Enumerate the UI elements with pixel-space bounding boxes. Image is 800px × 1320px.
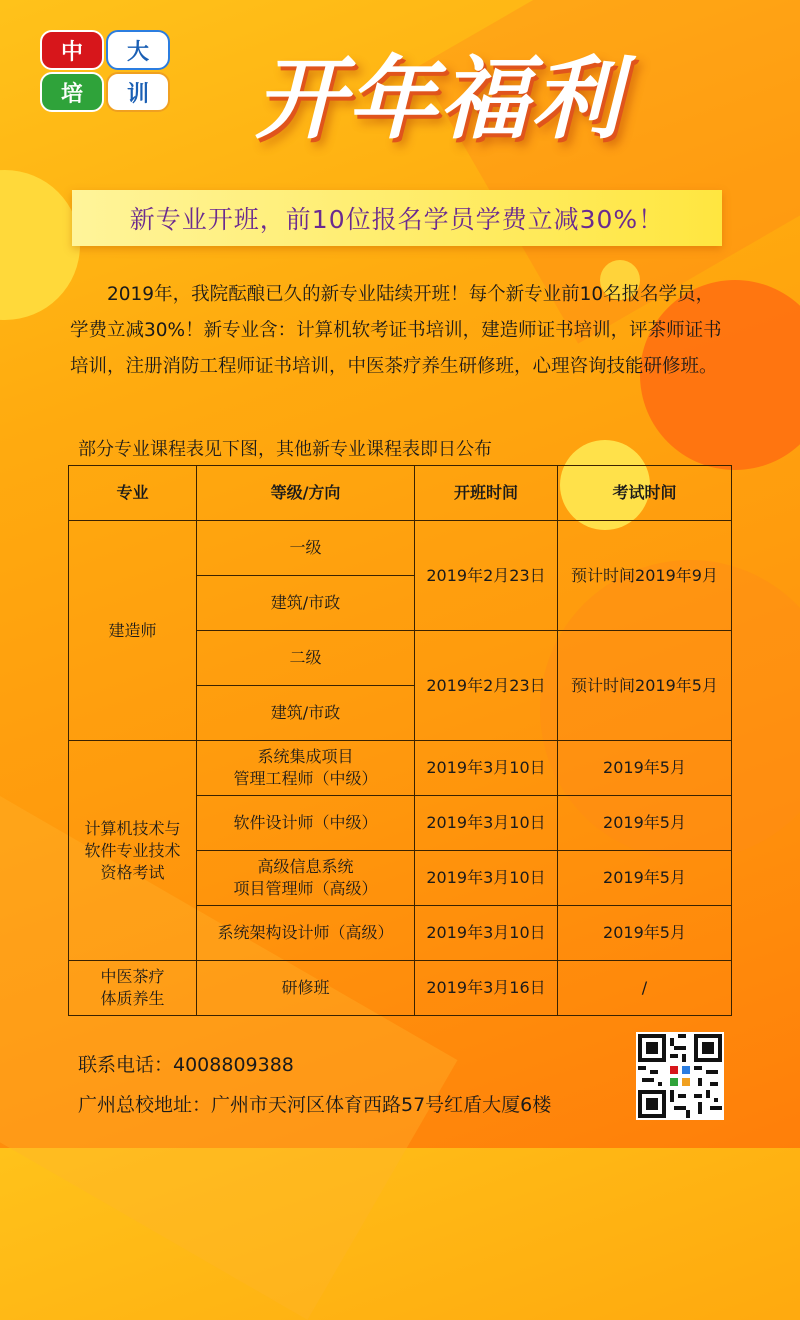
level-cell: 建筑/市政	[197, 686, 415, 741]
major-line: 中医茶疗	[100, 967, 165, 986]
level-cell: 二级	[197, 631, 415, 686]
table-row	[69, 741, 732, 796]
start-cell: 2019年2月23日	[415, 521, 558, 631]
header-cell: 考试时间	[558, 466, 732, 521]
level-line: 高级信息系统	[257, 857, 354, 876]
contact-address: 广州总校地址：广州市天河区体育西路57号红盾大厦6楼	[78, 1094, 552, 1116]
logo	[40, 30, 172, 112]
table-caption: 部分专业课程表见下图，其他新专业课程表即日公布	[78, 439, 492, 460]
table-row	[69, 521, 732, 576]
start-cell: 2019年3月10日	[415, 851, 558, 906]
major-line: 计算机技术与	[84, 818, 181, 838]
exam-cell: 2019年5月	[558, 796, 732, 851]
level-cell: 建筑/市政	[197, 576, 415, 631]
contact-phone: 联系电话：4008809388	[78, 1054, 294, 1076]
exam-cell: 预计时间2019年9月	[558, 521, 732, 631]
header-cell: 等级/方向	[197, 466, 415, 521]
level-cell	[197, 851, 415, 906]
major-line: 资格考试	[100, 862, 165, 882]
start-cell: 2019年3月10日	[415, 796, 558, 851]
exam-cell: 2019年5月	[558, 851, 732, 906]
schedule-table	[68, 465, 732, 1016]
qr-code-icon	[636, 1032, 724, 1120]
promo-banner: 新专业开班，前10位报名学员学费立减30%！	[72, 190, 722, 246]
major-line: 体质养生	[100, 989, 165, 1008]
exam-cell: 2019年5月	[558, 906, 732, 961]
level-line: 项目管理师（高级）	[233, 879, 378, 898]
major-cell: 建造师	[69, 521, 197, 741]
logo-char: 大	[106, 30, 170, 70]
level-line: 系统集成项目	[257, 747, 354, 766]
background-circle	[0, 170, 80, 320]
start-cell: 2019年3月10日	[415, 741, 558, 796]
major-cell	[69, 741, 197, 961]
level-cell: 一级	[197, 521, 415, 576]
level-cell: 软件设计师（中级）	[197, 796, 415, 851]
major-line: 软件专业技术	[84, 840, 181, 860]
start-cell: 2019年2月23日	[415, 631, 558, 741]
start-cell: 2019年3月16日	[415, 961, 558, 1016]
major-cell	[69, 961, 197, 1016]
level-line: 管理工程师（中级）	[233, 769, 378, 788]
level-cell: 研修班	[197, 961, 415, 1016]
level-cell	[197, 741, 415, 796]
logo-char: 训	[106, 72, 170, 112]
logo-char: 培	[40, 72, 104, 112]
table-header-row	[69, 466, 732, 521]
header-cell: 开班时间	[415, 466, 558, 521]
level-cell: 系统架构设计师（高级）	[197, 906, 415, 961]
exam-cell: /	[558, 961, 732, 1016]
intro-text	[70, 277, 730, 385]
header-cell: 专业	[69, 466, 197, 521]
logo-char: 中	[40, 30, 104, 70]
start-cell: 2019年3月10日	[415, 906, 558, 961]
table-row	[69, 961, 732, 1016]
exam-cell: 2019年5月	[558, 741, 732, 796]
intro-paragraph: 2019年，我院酝酿已久的新专业陆续开班！每个新专业前10名报名学员，学费立减30%！新专业含：计算机软考证书培训，建造师证书培训，评茶师证书培训，注册消防工程师证书培训，中医茶疗养生研修班，心理咨询技能研修班。	[70, 284, 722, 377]
page-title: 开年福利	[255, 47, 623, 152]
exam-cell: 预计时间2019年5月	[558, 631, 732, 741]
